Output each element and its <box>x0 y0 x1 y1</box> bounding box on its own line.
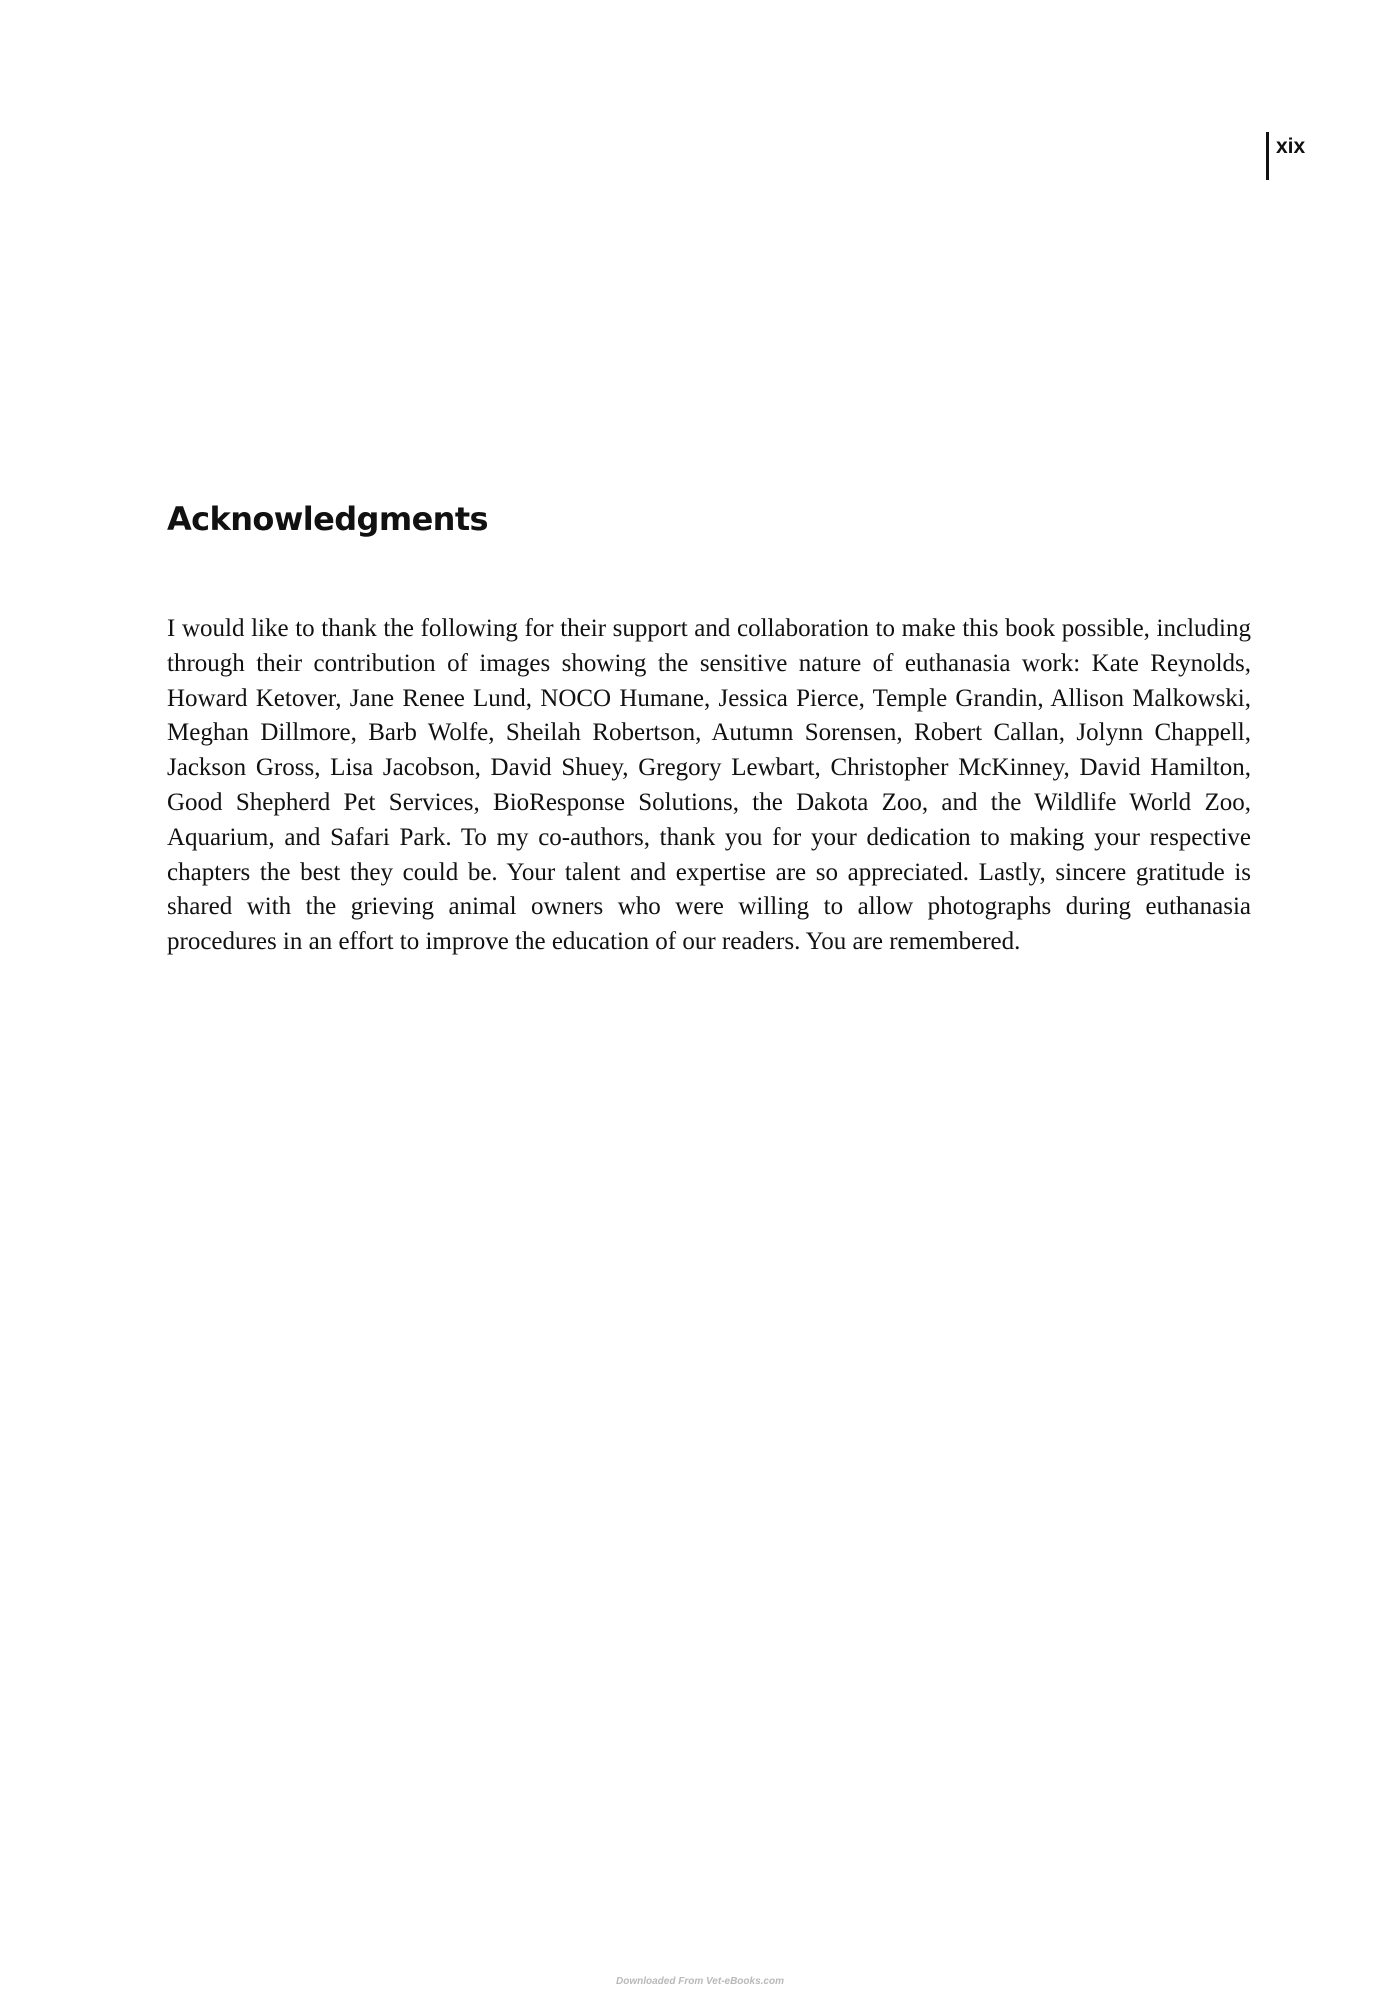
section-heading: Acknowledgments <box>167 500 489 538</box>
download-watermark: Downloaded From Vet-eBooks.com <box>616 1976 784 1987</box>
page-number-rule <box>1266 132 1269 180</box>
acknowledgments-paragraph: I would like to thank the following for their support and collaboration to make this book possible, including through their contribution of images showing the sensitive nature of euthanasia work: Kate Reynolds, Howard Ketover, Jane Renee Lund, NOCO Humane, Jessica Pierce, Temple Grandin, Allison Malkowski, Meghan Dillmore, Barb Wolfe, Sheilah Robertson, Autumn Sorensen, Robert Callan, Jolynn Chappell, Jackson Gross, Lisa Jacobson, David Shuey, Gregory Lewbart, Christopher McKinney, David Hamilton, Good Shepherd Pet Services, BioResponse Solutions, the Dakota Zoo, and the Wildlife World Zoo, Aquarium, and Safari Park. To my co-authors, thank you for your dedication to making your respective chapters the best they could be. Your talent and expertise are so appreciated. Lastly, sincere gratitude is shared with the grieving animal owners who were willing to allow photographs during euthanasia procedures in an effort to improve the education of our readers. You are remembered. <box>167 615 1251 956</box>
page-number: xix <box>1276 135 1306 158</box>
